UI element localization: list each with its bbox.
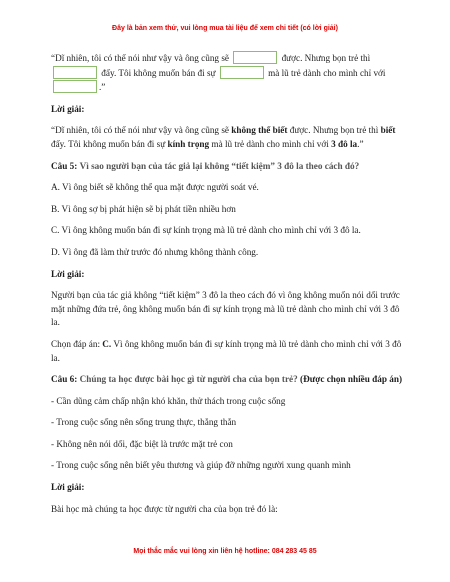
- answer-keyword: kính trọng: [167, 138, 210, 149]
- question-text: Vì sao người bạn của tác giả lại không “tiết kiệm” 3 đô la theo cách đó?: [79, 160, 360, 171]
- question-6: [51, 373, 403, 387]
- solution-text: Bài học mà chúng ta học được từ người cha của bọn trẻ đó là:: [51, 503, 278, 514]
- option-4[interactable]: - Trong cuộc sống nên biết yêu thương và giúp đỡ những người xung quanh mình: [51, 460, 351, 471]
- answer-heading: Lời giải:: [51, 103, 85, 114]
- answer-quote: “Dĩ nhiên, tôi có thể nói như vậy và ông cũng sẽ không thể biết được. Nhưng bọn trẻ thì biết đấy. Tôi không muốn bán đi sự kính trọng mà lũ trẻ dành cho mình chỉ với 3 đô la.”: [51, 125, 396, 149]
- hotline-banner: Mọi thắc mắc vui lòng xin liên hệ hotline: 084 283 45 85: [133, 548, 317, 555]
- chosen-answer: Chọn đáp án: C. Vì ông không muốn bán đi sự kính trọng mà lũ trẻ dành cho mình chỉ với 3 đô la.: [51, 338, 402, 363]
- answer-keyword: không thể biết: [231, 125, 288, 136]
- solution-heading: Lời giải:: [51, 482, 85, 493]
- blank-input-2[interactable]: [53, 66, 97, 79]
- solution-heading: Lời giải:: [51, 268, 85, 279]
- quote-text: “Dĩ nhiên, tôi có thể nói như vậy và ông cũng sẽ: [51, 53, 229, 63]
- quote-text: mà lũ trẻ dành cho mình chỉ với: [268, 67, 386, 78]
- document-body: [51, 51, 403, 524]
- option-b[interactable]: B. Vì ông sợ bị phát hiện sẽ bị phát tiền nhiều hơn: [51, 203, 236, 214]
- question-label: Câu 6:: [51, 374, 78, 385]
- blank-input-3[interactable]: [220, 66, 264, 79]
- blank-input-4[interactable]: [53, 80, 97, 93]
- option-2[interactable]: - Trong cuộc sống nên sống trung thực, thẳng thắn: [51, 417, 237, 428]
- answer-keyword: biết: [380, 125, 396, 136]
- question-text: Chúng ta học được bài học gì từ người cha của bọn trẻ?: [79, 374, 298, 385]
- solution-text: Người bạn của tác giả không “tiết kiệm” 3 đô la theo cách đó vì ông không muốn nói dối trước mặt những đứa trẻ, ông không muốn bán đi sự kính trọng mà lũ trẻ dành cho mình chỉ với 3 đô la.: [51, 290, 400, 328]
- fill-in-quote: [51, 51, 403, 95]
- question-note: (Được chọn nhiều đáp án): [300, 374, 403, 385]
- answer-keyword: 3 đô la: [331, 138, 358, 149]
- quote-text: được. Nhưng bọn trẻ thì: [281, 53, 371, 63]
- option-1[interactable]: - Cần dũng cảm chấp nhận khó khăn, thử thách trong cuộc sống: [51, 395, 286, 406]
- option-d[interactable]: D. Vì ông đã làm thử trước đó nhưng không thành công.: [51, 246, 259, 257]
- blank-input-1[interactable]: [233, 51, 277, 64]
- option-3[interactable]: - Không nên nói dối, đặc biệt là trước mặt trẻ con: [51, 438, 233, 449]
- question-5: [51, 160, 403, 174]
- option-c[interactable]: C. Vì ông không muốn bán đi sự kính trọng mà lũ trẻ dành cho mình chỉ với 3 đô la.: [51, 225, 361, 236]
- question-label: Câu 5:: [51, 160, 78, 171]
- option-a[interactable]: A. Vì ông biết sẽ không thể qua mặt được người soát vé.: [51, 182, 259, 193]
- preview-banner: Đây là bản xem thử, vui lòng mua tài liệu để xem chi tiết (có lời giải): [112, 25, 338, 32]
- quote-text: .”: [99, 82, 106, 93]
- quote-text: đấy. Tôi không muốn bán đi sự: [101, 67, 216, 78]
